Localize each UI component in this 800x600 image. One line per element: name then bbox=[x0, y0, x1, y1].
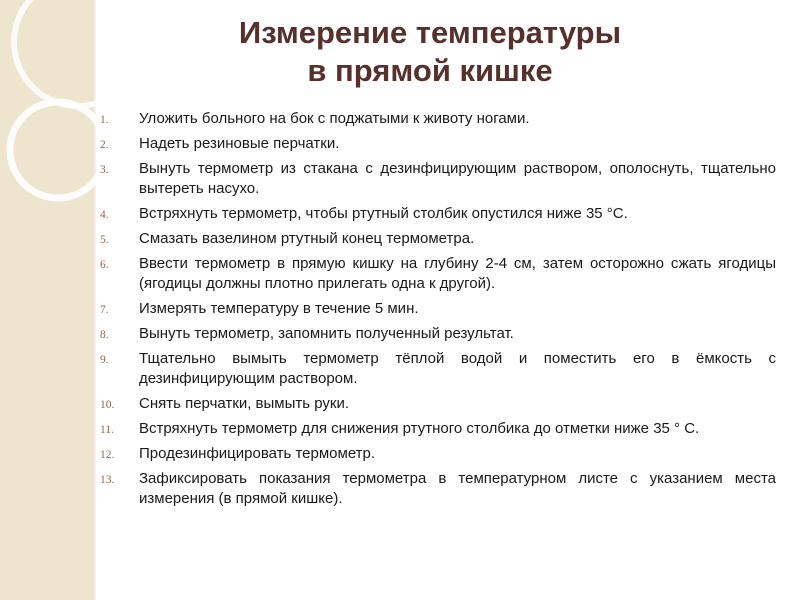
list-item bbox=[100, 254, 776, 294]
list-item bbox=[100, 204, 776, 224]
step-number: 7. bbox=[100, 304, 109, 316]
list-item bbox=[100, 299, 776, 319]
step-text: Продезинфицировать термометр. bbox=[139, 445, 376, 462]
step-number: 4. bbox=[100, 209, 109, 221]
procedure-steps-list bbox=[100, 109, 776, 514]
step-text: Ввести термометр в прямую кишку на глубину 2-4 см, затем осторожно сжать ягодицы (ягодицы должны плотно прилегать одна к другой). bbox=[139, 255, 776, 292]
step-text: Надеть резиновые перчатки. bbox=[139, 135, 340, 152]
list-item bbox=[100, 349, 776, 389]
step-number: 1. bbox=[100, 114, 109, 126]
list-item bbox=[100, 469, 776, 509]
step-text: Тщательно вымыть термометр тёплой водой и поместить его в ёмкость с дезинфицирующим раствором. bbox=[139, 350, 776, 387]
step-number: 12. bbox=[100, 449, 115, 461]
title-line-2: в прямой кишке bbox=[307, 53, 553, 88]
step-text: Снять перчатки, вымыть руки. bbox=[139, 395, 350, 412]
step-number: 11. bbox=[100, 424, 114, 436]
list-item bbox=[100, 229, 776, 249]
list-item bbox=[100, 444, 776, 464]
side-decor-panel bbox=[0, 0, 94, 600]
step-text: Смазать вазелином ртутный конец термометра. bbox=[139, 230, 475, 247]
step-text: Вынуть термометр, запомнить полученный результат. bbox=[139, 325, 514, 342]
step-text: Встряхнуть термометр, чтобы ртутный столбик опустился ниже 35 °С. bbox=[139, 205, 628, 222]
page-title bbox=[180, 14, 680, 90]
step-number: 2. bbox=[100, 139, 109, 151]
step-number: 6. bbox=[100, 259, 109, 271]
list-item bbox=[100, 109, 776, 129]
list-item bbox=[100, 134, 776, 154]
step-number: 3. bbox=[100, 164, 109, 176]
step-text: Вынуть термометр из стакана с дезинфицирующим раствором, ополоснуть, тщательно вытереть насухо. bbox=[139, 160, 776, 197]
step-text: Встряхнуть термометр для снижения ртутного столбика до отметки ниже 35 ° С. bbox=[139, 420, 700, 437]
list-item bbox=[100, 394, 776, 414]
step-number: 13. bbox=[100, 474, 115, 486]
list-item bbox=[100, 419, 776, 439]
step-number: 10. bbox=[100, 399, 115, 411]
side-decor-line bbox=[94, 0, 96, 600]
step-number: 9. bbox=[100, 354, 109, 366]
step-text: Измерять температуру в течение 5 мин. bbox=[139, 300, 419, 317]
list-item bbox=[100, 324, 776, 344]
step-number: 8. bbox=[100, 329, 109, 341]
title-line-1: Измерение температуры bbox=[238, 15, 622, 50]
step-text: Уложить больного на бок с поджатыми к животу ногами. bbox=[139, 110, 530, 127]
list-item bbox=[100, 159, 776, 199]
step-number: 5. bbox=[100, 234, 109, 246]
step-text: Зафиксировать показания термометра в температурном листе с указанием места измерения (в прямой кишке). bbox=[139, 470, 776, 507]
